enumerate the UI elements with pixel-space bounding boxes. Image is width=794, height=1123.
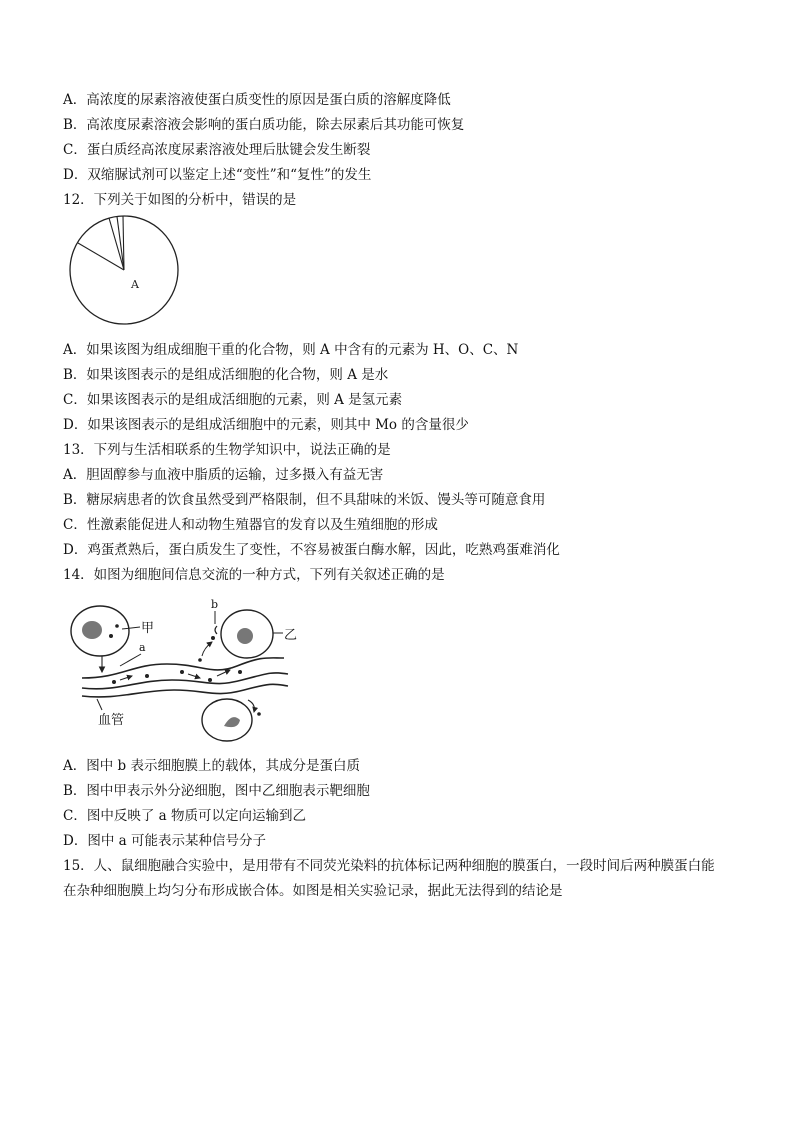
pie-label-a: A <box>131 278 139 291</box>
q11-option-b: B．高浓度尿素溶液会影响的蛋白质功能，除去尿素后其功能可恢复 <box>63 117 465 133</box>
vessel-wall-top <box>82 658 284 678</box>
q13-option-b: B．糖尿病患者的饮食虽然受到严格限制，但不具甜味的米饭、馒头等可随意食用 <box>63 492 546 508</box>
label-vessel: 血管 <box>98 713 125 728</box>
q12-option-a: A．如果该图为组成细胞干重的化合物，则 A 中含有的元素为 H、O、C、N <box>63 342 519 358</box>
receptor-b <box>215 626 217 634</box>
q13-option-a: A．胆固醇参与血液中脂质的运输，过多摄入有益无害 <box>63 467 384 483</box>
q14-option-b: B．图中甲表示外分泌细胞，图中乙细胞表示靶细胞 <box>63 783 370 799</box>
q12-stem: 12．下列关于如图的分析中，错误的是 <box>63 192 297 208</box>
pie-figure <box>62 212 186 330</box>
vessel-wall-bottom <box>82 684 288 697</box>
q14-option-d: D．图中 a 可能表示某种信号分子 <box>63 833 266 849</box>
label-yi: 乙 <box>284 628 298 643</box>
q12-option-b: B．如果该图表示的是组成活细胞的化合物，则 A 是水 <box>63 367 389 383</box>
cell-lower <box>202 699 252 741</box>
label-b: b <box>211 598 219 611</box>
cell-signaling-figure <box>62 596 302 746</box>
cell-yi-nucleus <box>237 628 253 644</box>
q13-option-d: D．鸡蛋煮熟后，蛋白质发生了变性，不容易被蛋白酶水解，因此，吃熟鸡蛋难消化 <box>63 542 560 558</box>
q11-option-c: C．蛋白质经高浓度尿素溶液处理后肽键会发生断裂 <box>63 142 371 158</box>
label-jia: 甲 <box>141 621 155 636</box>
q12-option-c: C．如果该图表示的是组成活细胞的元素，则 A 是氢元素 <box>63 392 403 408</box>
q14-option-c: C．图中反映了 a 物质可以定向运输到乙 <box>63 808 306 824</box>
label-a: a <box>139 641 146 654</box>
cell-jia-nucleus <box>82 621 102 639</box>
q11-option-a: A．高浓度的尿素溶液使蛋白质变性的原因是蛋白质的溶解度降低 <box>63 92 451 108</box>
q15-stem-line-2: 在杂种细胞膜上均匀分布形成嵌合体。如图是相关实验记录，据此无法得到的结论是 <box>63 883 563 899</box>
q15-stem-line-1: 15．人、鼠细胞融合实验中，是用带有不同荧光染料的抗体标记两种细胞的膜蛋白，一段时间后两种膜蛋白能 <box>63 858 715 874</box>
q14-stem: 14．如图为细胞间信息交流的一种方式，下列有关叙述正确的是 <box>63 567 445 583</box>
q11-option-d: D．双缩脲试剂可以鉴定上述“变性”和“复性”的发生 <box>63 167 372 183</box>
q14-option-a: A．图中 b 表示细胞膜上的载体，其成分是蛋白质 <box>63 758 360 774</box>
q12-option-d: D．如果该图表示的是组成活细胞中的元素，则其中 Mo 的含量很少 <box>63 417 469 433</box>
q13-stem: 13．下列与生活相联系的生物学知识中，说法正确的是 <box>63 442 391 458</box>
q13-option-c: C．性激素能促进人和动物生殖器官的发育以及生殖细胞的形成 <box>63 517 438 533</box>
